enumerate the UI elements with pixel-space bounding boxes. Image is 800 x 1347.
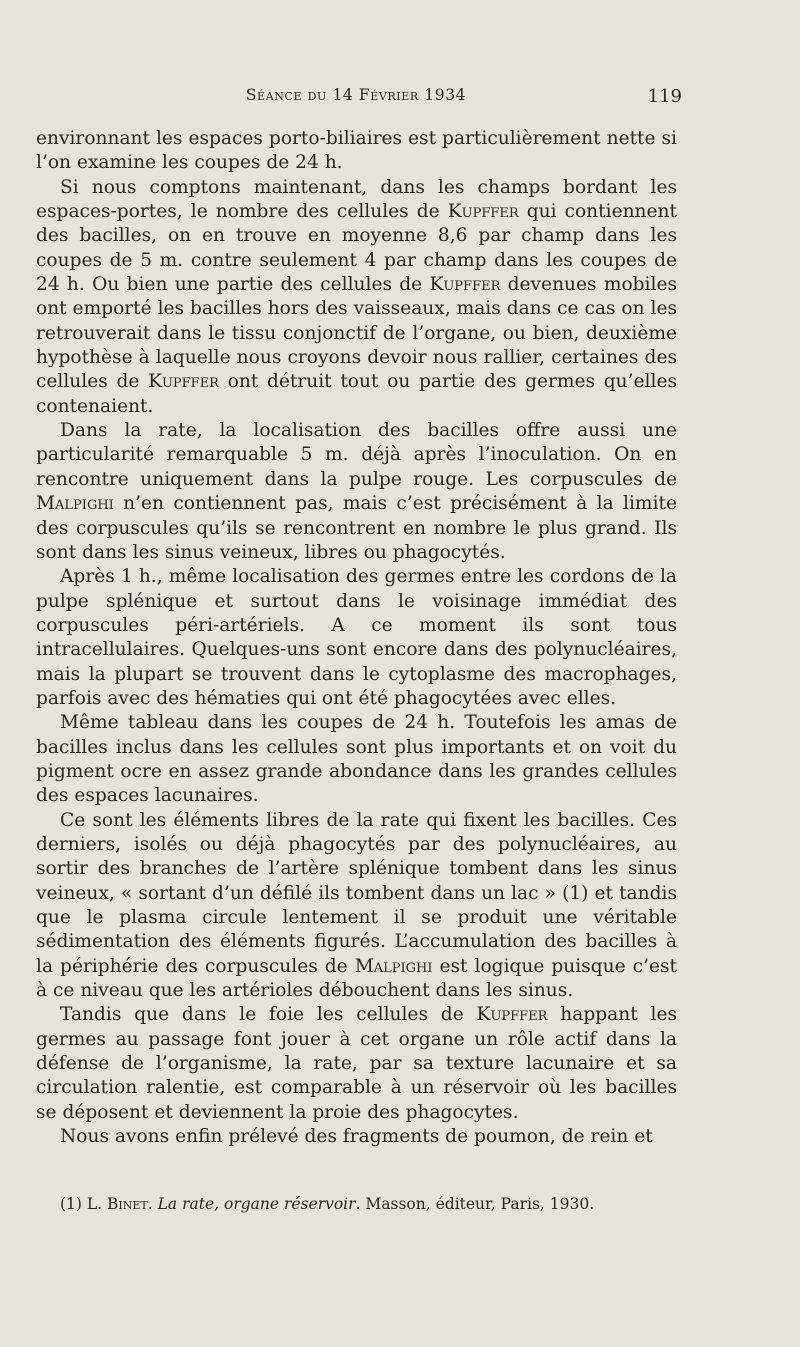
- proper-name: Kupffer: [447, 201, 519, 223]
- text-run: ont détruit tout ou partie des germes qu’elles contenaient.: [36, 371, 677, 417]
- footnote-title: La rate, organe réservoir: [157, 1195, 356, 1213]
- footnote-sep: .: [147, 1195, 158, 1213]
- proper-name: Kupffer: [476, 1004, 548, 1026]
- proper-name: Kupffer: [429, 274, 501, 296]
- proper-name: Malpighi: [354, 955, 433, 977]
- paragraph: [36, 1125, 677, 1149]
- text-run: Même tableau dans les coupes de 24 h. Toutefois les amas de bacilles inclus dans les cellules sont plus importants et on voit du pigment ocre en assez grande abondance dans les grandes cellules des espaces lacunaires.: [36, 712, 677, 807]
- proper-name: Kupffer: [148, 371, 219, 393]
- text-run: n’en contiennent pas, mais c’est précisément à la limite des corpuscules qu’ils se rencontrent en nombre le plus grand. Ils sont dans les sinus veineux, libres ou phagocytés.: [36, 493, 677, 563]
- text-run: devenues mobiles ont emporté les bacilles hors des vaisseaux, mais dans ce cas on les retrouverait dans le tissu conjonctif de l’organe, ou bien, deuxième hypothèse à laquelle nous croyons devoir nous rallier, certaines des cellules de: [36, 274, 678, 393]
- text-run: Tandis que dans le foie les cellules de: [60, 1004, 477, 1026]
- footnote-marker: (1) L.: [60, 1195, 108, 1213]
- text-run: Nous avons enfin prélevé des fragments de poumon, de rein et: [60, 1126, 653, 1148]
- text-run: Après 1 h., même localisation des germes entre les cordons de la pulpe splénique et surtout dans le voisinage immédiat des corpuscules péri-artériels. A ce moment ils sont tous intracellulaires. Quelques-uns sont encore dans des polynucléaires, mais la plupart se trouvent dans le cytoplasme des macrophages, parfois avec des hématies qui ont été phagocytées avec elles.: [36, 566, 677, 709]
- running-title: Séance du 14 Février 1934: [245, 86, 467, 104]
- running-head: [36, 86, 682, 110]
- paragraph: [36, 127, 677, 176]
- paragraph: [36, 176, 677, 419]
- paragraph: [36, 1003, 677, 1125]
- proper-name: Malpighi: [36, 493, 114, 515]
- paragraph: [36, 419, 677, 565]
- text-run: Ce sont les éléments libres de la rate qui fixent les bacilles. Ces derniers, isolés ou déjà phagocytés par des polynucléaires, au sortir des branches de l’artère splénique tombent dans les sinus veineux, « sortant d’un défilé ils tombent dans un lac » (1) et tandis que le plasma circule lentement il se produit une véritable sédimentation des éléments figurés. L’accumulation des bacilles à la périphérie des corpuscules de: [36, 809, 677, 977]
- footnote-author: Binet: [107, 1195, 148, 1213]
- footnote: [60, 1194, 700, 1214]
- text-run: happant les germes au passage font jouer à cet organe un rôle actif dans la défense de l’organisme, la rate, par sa texture lacunaire et sa circulation ralentie, est comparable à un réservoir où les bacilles se déposent et deviennent la proie des phagocytes.: [36, 1004, 678, 1123]
- text-run: qui contiennent des bacilles, on en trouve en moyenne 8,6 par champ dans les coupes de 5 m. contre seulement 4 par champ dans les coupes de 24 h. Ou bien une partie des cellules de: [36, 201, 677, 296]
- paragraph: [36, 565, 677, 711]
- page-number: 119: [647, 86, 682, 107]
- body-text: [36, 127, 677, 1149]
- footnote-rest: . Masson, éditeur, Paris, 1930.: [355, 1195, 595, 1213]
- text-run: environnant les espaces porto-biliaires est particulièrement nette si l’on examine les coupes de 24 h.: [36, 128, 677, 174]
- text-run: est logique puisque c’est à ce niveau que les artérioles débouchent dans les sinus.: [36, 955, 678, 1002]
- text-run: Si nous comptons maintenant, dans les champs bordant les espaces-portes, le nombre des cellules de: [36, 176, 677, 223]
- text-run: Dans la rate, la localisation des bacilles offre aussi une particularité remarquable 5 m. déjà après l’inoculation. On en rencontre uniquement dans la pulpe rouge. Les corpuscules de: [36, 420, 677, 490]
- paragraph: [36, 809, 677, 1004]
- paragraph: [36, 711, 677, 808]
